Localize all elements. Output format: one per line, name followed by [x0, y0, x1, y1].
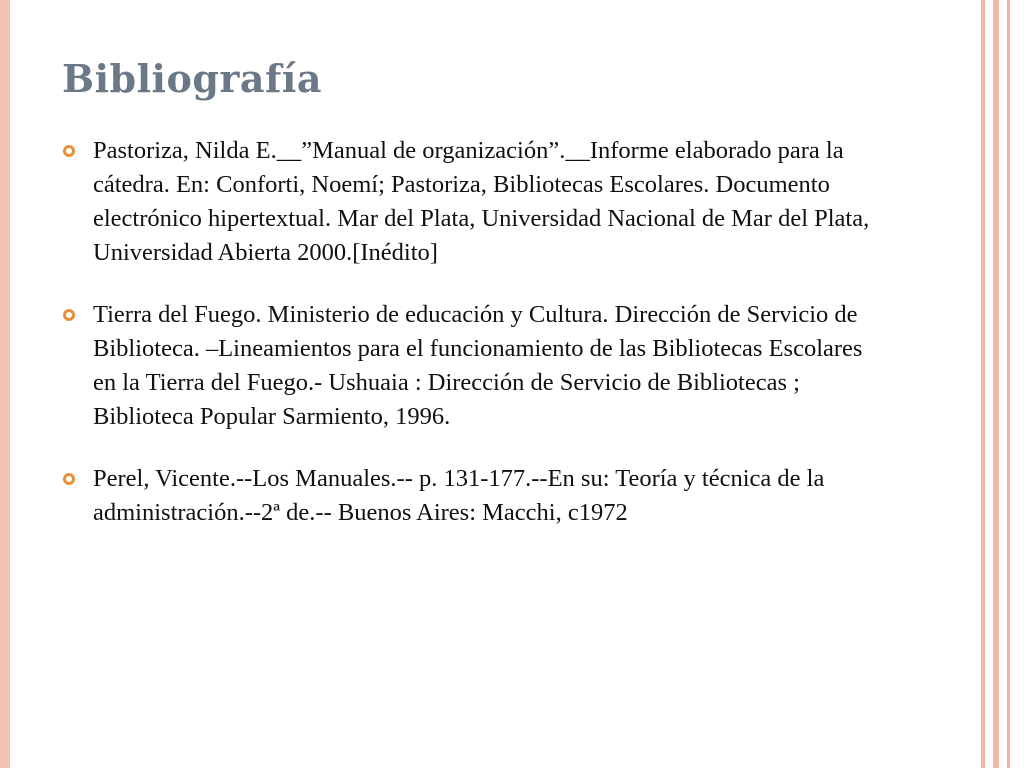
bibliography-list	[62, 134, 882, 558]
left-border-stripe	[0, 0, 10, 768]
bullet-circle-icon	[63, 309, 75, 321]
slide-title: Bibliografía	[62, 56, 322, 101]
right-border-stripe	[1007, 0, 1010, 768]
bibliography-entry-text: Tierra del Fuego. Ministerio de educación y Cultura. Dirección de Servicio de Biblioteca. –Lineamientos para el funcionamiento de las Bibliotecas Escolares en la Tierra del Fuego.- Ushuaia : Dirección de Servicio de Bibliotecas ; Biblioteca Popular Sarmiento, 1996.	[93, 301, 863, 430]
bullet-circle-icon	[63, 473, 75, 485]
bullet-circle-icon	[63, 145, 75, 157]
bibliography-entry-text: Pastoriza, Nilda E.__”Manual de organización”.__Informe elaborado para la cátedra. En: Conforti, Noemí; Pastoriza, Bibliotecas Escolares. Documento electrónico hipertextual. Mar del Plata, Universidad Nacional de Mar del Plata, Universidad Abierta 2000.[Inédito]	[93, 137, 870, 266]
bibliography-entry-text: Perel, Vicente.--Los Manuales.-- p. 131-177.--En su: Teoría y técnica de la administración.--2ª de.-- Buenos Aires: Macchi, c1972	[93, 465, 825, 526]
bibliography-entry	[62, 298, 882, 434]
bibliography-entry	[62, 462, 882, 530]
right-border-stripe	[993, 0, 999, 768]
bibliography-entry	[62, 134, 882, 270]
right-border-stripe	[981, 0, 985, 768]
